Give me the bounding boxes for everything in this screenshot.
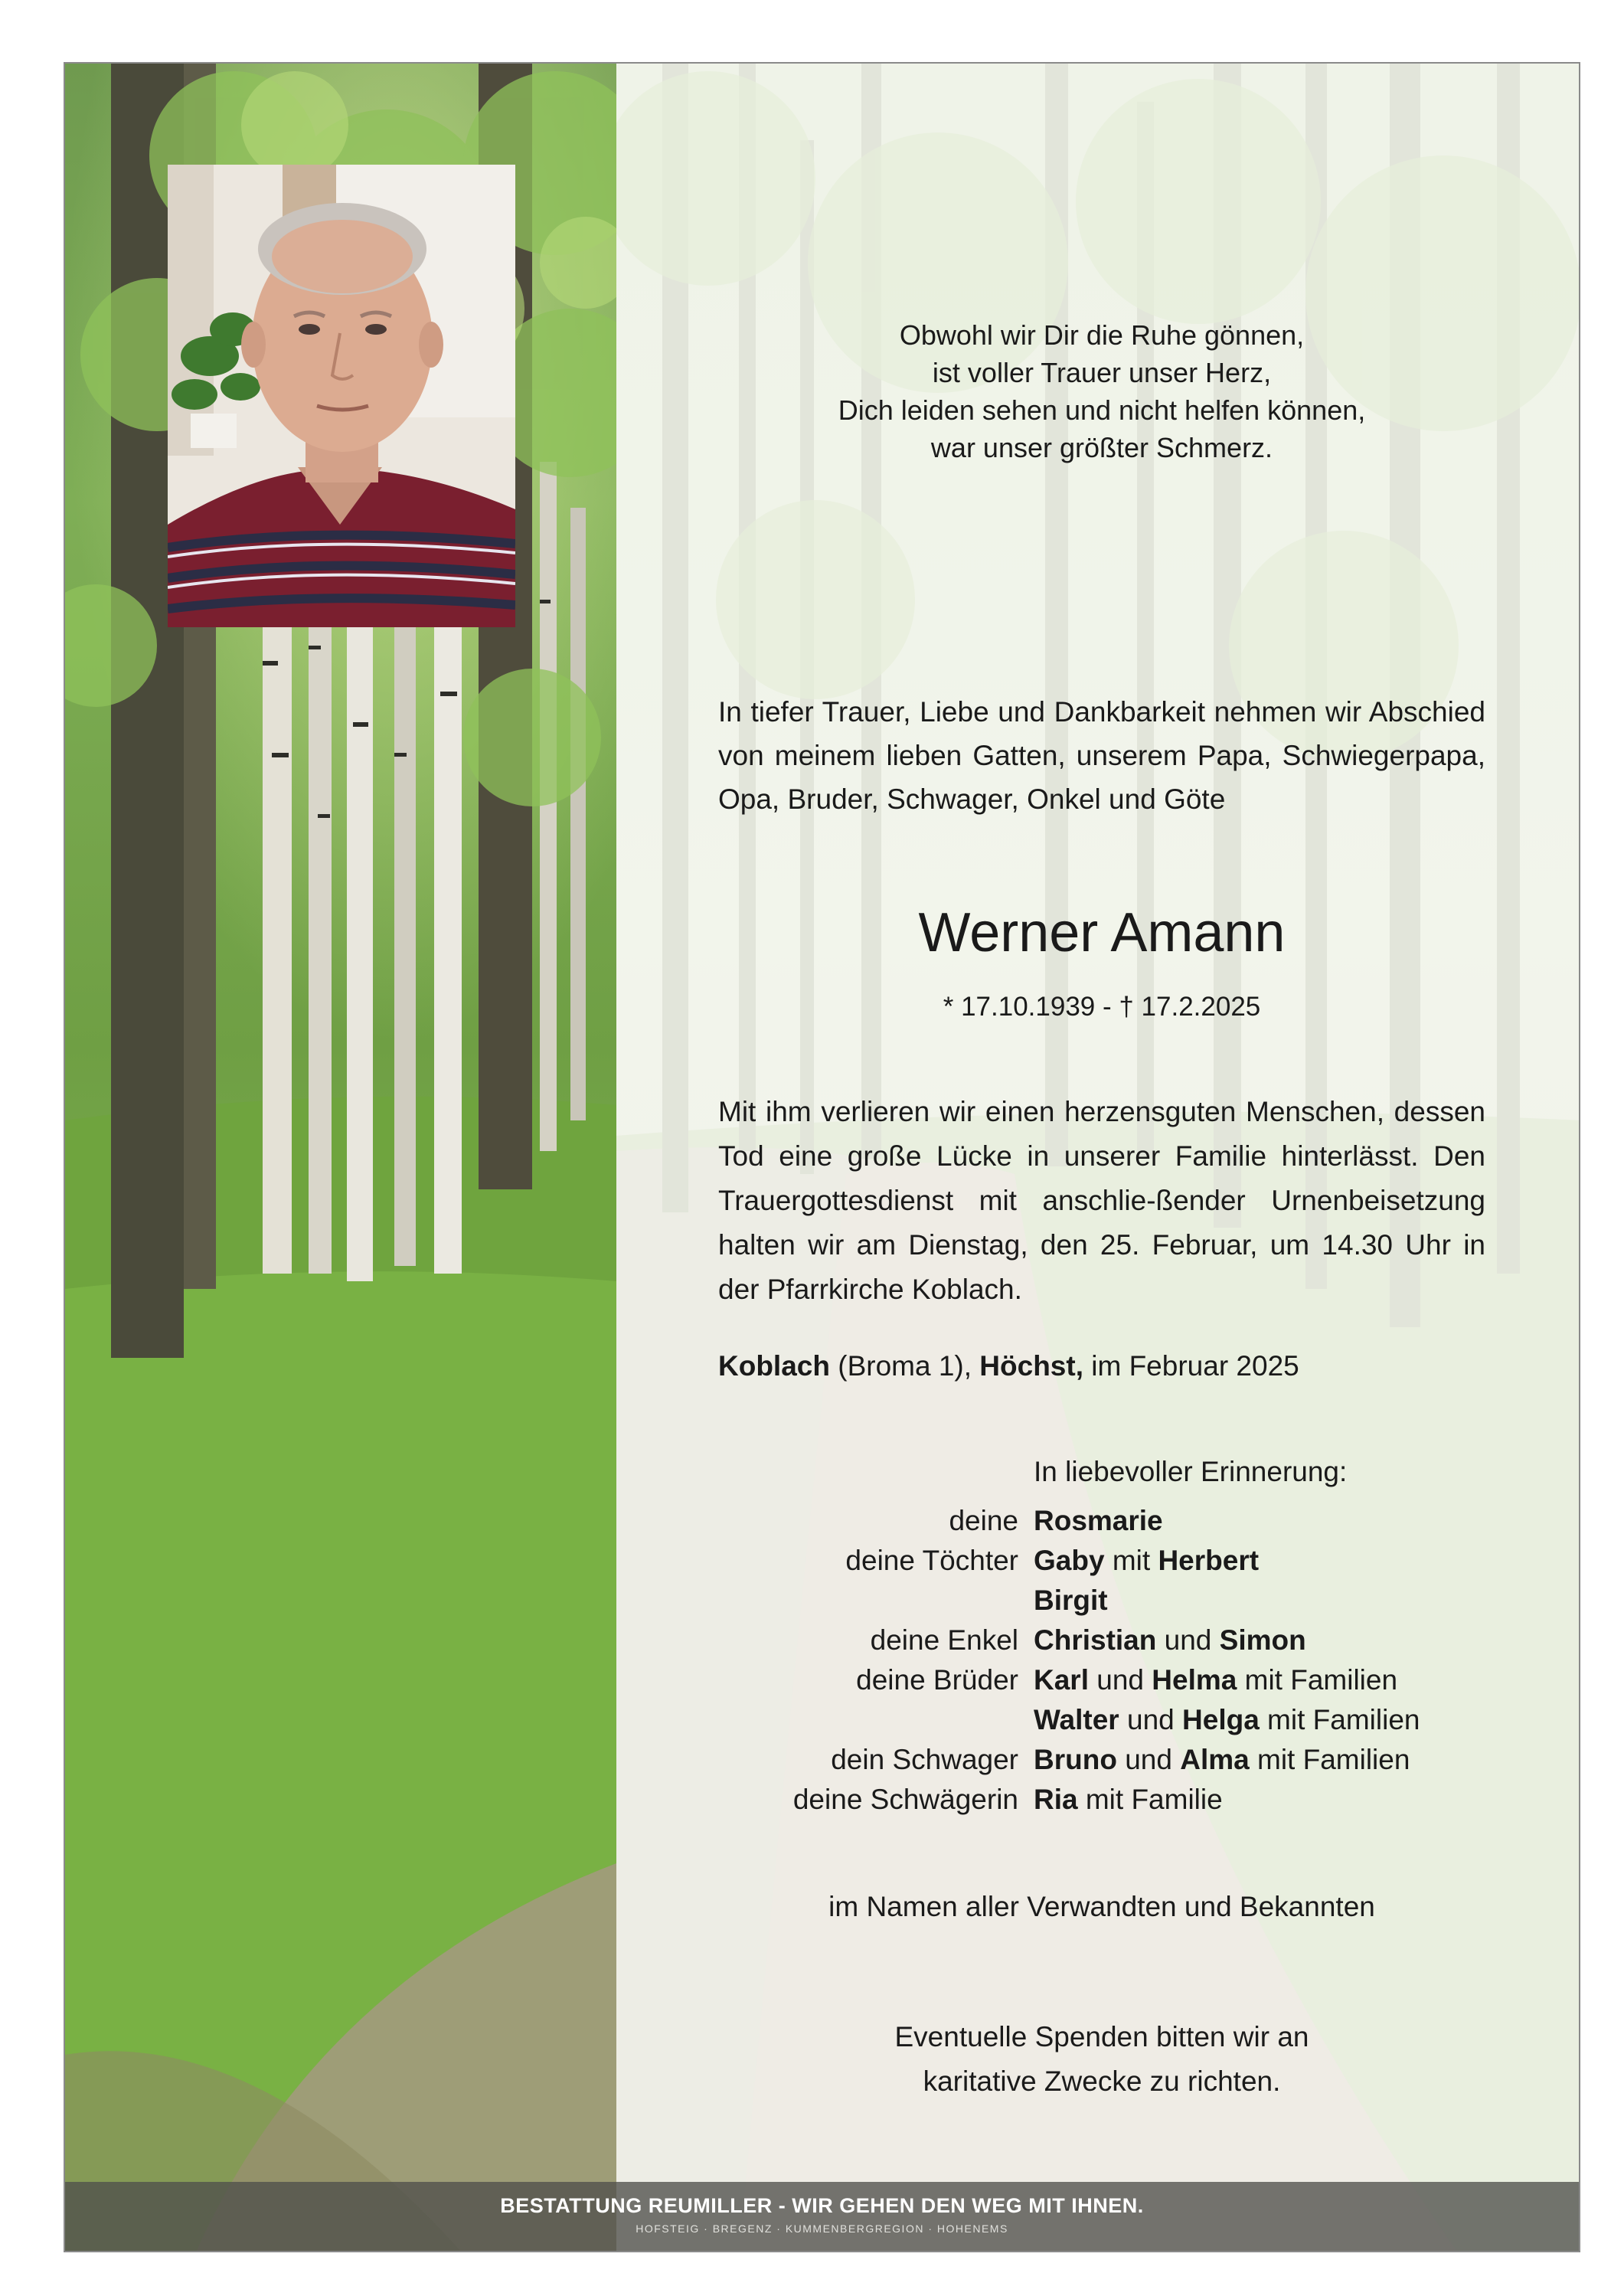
family-connector: und bbox=[1116, 1744, 1181, 1775]
family-connector: mit bbox=[1104, 1545, 1158, 1576]
family-name: Alma bbox=[1180, 1744, 1250, 1775]
family-row bbox=[718, 1660, 1485, 1700]
poem-line: Obwohl wir Dir die Ruhe gönnen, bbox=[899, 319, 1305, 351]
family-connector: und bbox=[1088, 1664, 1152, 1696]
family-name: Simon bbox=[1219, 1624, 1306, 1656]
family-connector: und bbox=[1119, 1704, 1183, 1735]
place-and-date bbox=[718, 1350, 1485, 1382]
family-row bbox=[718, 1740, 1485, 1780]
family-row bbox=[718, 1780, 1485, 1820]
family-name: Christian bbox=[1034, 1624, 1157, 1656]
family-name: Gaby bbox=[1034, 1545, 1105, 1576]
place-address: (Broma 1), bbox=[829, 1350, 980, 1382]
remembrance-heading: In liebevoller Erinnerung: bbox=[1034, 1456, 1348, 1487]
poem-line: Dich leiden sehen und nicht helfen können, bbox=[838, 394, 1366, 426]
place-town: Höchst, bbox=[979, 1350, 1083, 1382]
family-name: Rosmarie bbox=[1034, 1505, 1163, 1536]
relation-label: deine Enkel bbox=[870, 1624, 1018, 1656]
family-connector: mit Familie bbox=[1077, 1784, 1223, 1815]
donations-note bbox=[718, 2015, 1485, 2104]
portrait-photo bbox=[168, 165, 515, 627]
family-name: Ria bbox=[1034, 1784, 1078, 1815]
family-row bbox=[718, 1581, 1485, 1621]
deceased-name: Werner Amann bbox=[918, 902, 1286, 963]
family-row bbox=[718, 1541, 1485, 1581]
family-name: Helga bbox=[1182, 1704, 1260, 1735]
donations-line: karitative Zwecke zu richten. bbox=[923, 2065, 1281, 2097]
relation-label: deine Brüder bbox=[856, 1664, 1018, 1696]
intro-paragraph: In tiefer Trauer, Liebe und Dankbarkeit nehmen wir Abschied von meinem lieben Gatten, unserem Papa, Schwiegerpapa, Opa, Bruder, Schwager, Onkel und Göte bbox=[718, 696, 1485, 815]
place-date: im Februar 2025 bbox=[1083, 1350, 1299, 1382]
family-name: Bruno bbox=[1034, 1744, 1117, 1775]
relation-label: deine Töchter bbox=[845, 1545, 1018, 1576]
relation-label: deine Schwägerin bbox=[792, 1784, 1018, 1815]
on-behalf-line: im Namen aller Verwandten und Bekannten bbox=[828, 1891, 1375, 1922]
relation-label bbox=[718, 1581, 1034, 1621]
poem-line: ist voller Trauer unser Herz, bbox=[932, 357, 1272, 388]
family-name: Walter bbox=[1034, 1704, 1119, 1735]
relation-label bbox=[718, 1700, 1034, 1740]
life-dates: * 17.10.1939 - † 17.2.2025 bbox=[943, 992, 1261, 1022]
footer-locations: HOFSTEIG · BREGENZ · KUMMENBERGREGION · HOHENEMS bbox=[636, 2222, 1008, 2235]
place-town: Koblach bbox=[718, 1350, 830, 1382]
family-name: Helma bbox=[1152, 1664, 1237, 1696]
family-row bbox=[718, 1501, 1485, 1541]
funeral-home-footer bbox=[65, 2182, 1579, 2251]
funeral-details-paragraph: Mit ihm verlieren wir einen herzensguten Menschen, dessen Tod eine große Lücke in unserer Familie hinterlässt. Den Trauergottesdienst mit anschlie-ßender Urnenbeisetzung halten wir am Dienstag, den 25. Februar, um 14.30 Uhr in der Pfarrkirche Koblach. bbox=[718, 1096, 1485, 1305]
family-list bbox=[718, 1501, 1485, 1820]
family-connector: mit Familien bbox=[1259, 1704, 1420, 1735]
footer-slogan: BESTATTUNG REUMILLER - WIR GEHEN DEN WEG MIT IHNEN. bbox=[500, 2194, 1144, 2217]
relation-label: deine bbox=[949, 1505, 1018, 1536]
family-name: Karl bbox=[1034, 1664, 1089, 1696]
family-name: Herbert bbox=[1158, 1545, 1260, 1576]
family-name: Birgit bbox=[1034, 1585, 1108, 1616]
family-connector: mit Familien bbox=[1249, 1744, 1410, 1775]
family-connector: mit Familien bbox=[1237, 1664, 1398, 1696]
poem-line: war unser größter Schmerz. bbox=[930, 432, 1273, 463]
poem bbox=[718, 316, 1485, 466]
text-column bbox=[718, 64, 1485, 2251]
relation-label: dein Schwager bbox=[831, 1744, 1018, 1775]
donations-line: Eventuelle Spenden bitten wir an bbox=[894, 2021, 1309, 2052]
family-connector: und bbox=[1156, 1624, 1220, 1656]
family-row bbox=[718, 1700, 1485, 1740]
family-row bbox=[718, 1621, 1485, 1660]
obituary-card bbox=[64, 62, 1580, 2252]
